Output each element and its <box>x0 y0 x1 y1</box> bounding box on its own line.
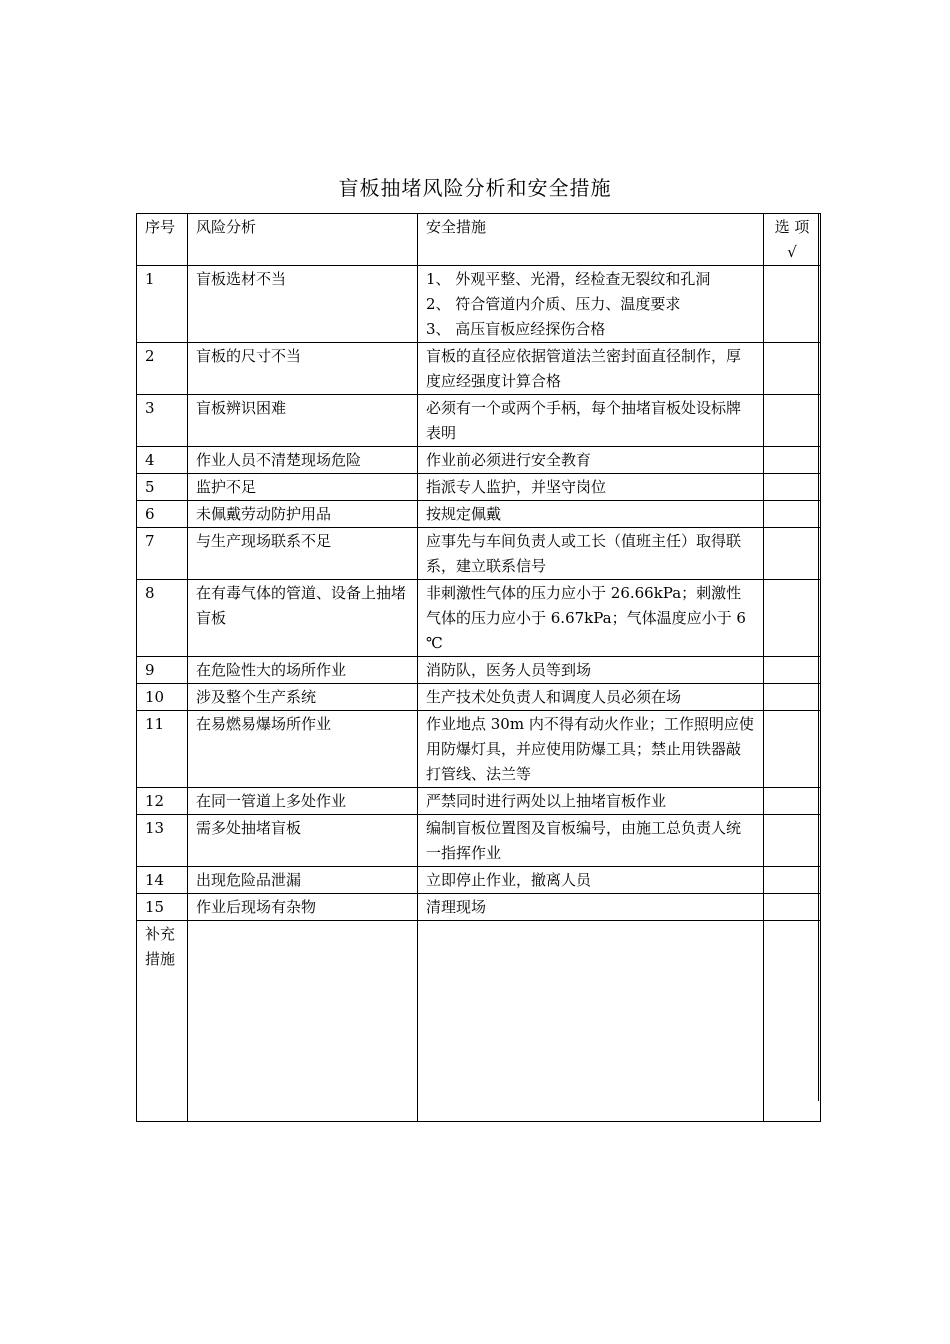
row-risk: 在有毒气体的管道、设备上抽堵盲板 <box>188 580 418 657</box>
row-no: 6 <box>137 501 188 528</box>
row-measure: 清理现场 <box>418 894 764 921</box>
risk-table-body <box>137 214 821 1122</box>
row-measure: 作业地点 30m 内不得有动火作业；工作照明应使用防爆灯具，并应使用防爆工具；禁止用铁器敲打管线、法兰等 <box>418 711 764 788</box>
supplement-measure-cell[interactable] <box>418 921 764 1122</box>
supplement-row <box>137 921 821 1122</box>
row-risk: 盲板的尺寸不当 <box>188 343 418 395</box>
row-no: 4 <box>137 447 188 474</box>
row-risk: 作业后现场有杂物 <box>188 894 418 921</box>
row-risk: 盲板辨识困难 <box>188 395 418 447</box>
table-outer-border <box>818 213 819 1101</box>
row-measure: 生产技术处负责人和调度人员必须在场 <box>418 684 764 711</box>
row-check-cell[interactable] <box>764 788 821 815</box>
table-row <box>137 867 821 894</box>
table-row <box>137 395 821 447</box>
row-no: 5 <box>137 474 188 501</box>
row-check-cell[interactable] <box>764 580 821 657</box>
row-risk: 与生产现场联系不足 <box>188 528 418 580</box>
table-row <box>137 657 821 684</box>
row-measure: 立即停止作业，撤离人员 <box>418 867 764 894</box>
row-risk: 作业人员不清楚现场危险 <box>188 447 418 474</box>
table-row <box>137 528 821 580</box>
row-check-cell[interactable] <box>764 815 821 867</box>
row-risk: 在同一管道上多处作业 <box>188 788 418 815</box>
row-check-cell[interactable] <box>764 501 821 528</box>
table-row <box>137 894 821 921</box>
row-check-cell[interactable] <box>764 266 821 343</box>
table-header-row <box>137 214 821 266</box>
row-no: 3 <box>137 395 188 447</box>
table-row <box>137 474 821 501</box>
row-check-cell[interactable] <box>764 657 821 684</box>
row-no: 8 <box>137 580 188 657</box>
row-measure: 盲板的直径应依据管道法兰密封面直径制作，厚度应经强度计算合格 <box>418 343 764 395</box>
row-check-cell[interactable] <box>764 474 821 501</box>
header-measure: 安全措施 <box>418 214 764 266</box>
table-row <box>137 815 821 867</box>
table-row <box>137 580 821 657</box>
row-risk: 盲板选材不当 <box>188 266 418 343</box>
row-check-cell[interactable] <box>764 711 821 788</box>
row-check-cell[interactable] <box>764 447 821 474</box>
row-risk: 在危险性大的场所作业 <box>188 657 418 684</box>
row-measure: 1、 外观平整、光滑，经检查无裂纹和孔洞 2、 符合管道内介质、压力、温度要求 3、 高压盲板应经探伤合格 <box>418 266 764 343</box>
row-risk: 涉及整个生产系统 <box>188 684 418 711</box>
row-measure: 作业前必须进行安全教育 <box>418 447 764 474</box>
row-no: 10 <box>137 684 188 711</box>
row-no: 14 <box>137 867 188 894</box>
row-no: 12 <box>137 788 188 815</box>
row-no: 1 <box>137 266 188 343</box>
header-check: 选 项 √ <box>764 214 821 266</box>
row-check-cell[interactable] <box>764 528 821 580</box>
row-risk: 未佩戴劳动防护用品 <box>188 501 418 528</box>
row-no: 9 <box>137 657 188 684</box>
row-measure: 严禁同时进行两处以上抽堵盲板作业 <box>418 788 764 815</box>
header-risk: 风险分析 <box>188 214 418 266</box>
header-no: 序号 <box>137 214 188 266</box>
table-row <box>137 447 821 474</box>
row-measure: 指派专人监护，并坚守岗位 <box>418 474 764 501</box>
supplement-label: 补充措施 <box>137 921 188 1122</box>
row-check-cell[interactable] <box>764 343 821 395</box>
table-row <box>137 684 821 711</box>
row-check-cell[interactable] <box>764 894 821 921</box>
row-risk: 监护不足 <box>188 474 418 501</box>
row-no: 11 <box>137 711 188 788</box>
row-measure: 非刺激性气体的压力应小于 26.66kPa；刺激性气体的压力应小于 6.67kPa；气体温度应小于 6 ℃ <box>418 580 764 657</box>
risk-table <box>136 213 821 1122</box>
table-row <box>137 501 821 528</box>
document-title: 盲板抽堵风险分析和安全措施 <box>338 176 612 200</box>
table-row <box>137 788 821 815</box>
row-measure: 必须有一个或两个手柄，每个抽堵盲板处设标牌表明 <box>418 395 764 447</box>
row-no: 7 <box>137 528 188 580</box>
row-no: 13 <box>137 815 188 867</box>
row-risk: 出现危险品泄漏 <box>188 867 418 894</box>
row-measure: 应事先与车间负责人或工长（值班主任）取得联系，建立联系信号 <box>418 528 764 580</box>
row-risk: 在易燃易爆场所作业 <box>188 711 418 788</box>
row-no: 15 <box>137 894 188 921</box>
row-risk: 需多处抽堵盲板 <box>188 815 418 867</box>
supplement-risk-cell[interactable] <box>188 921 418 1122</box>
row-check-cell[interactable] <box>764 395 821 447</box>
supplement-check-cell[interactable] <box>764 921 821 1122</box>
row-measure: 编制盲板位置图及盲板编号，由施工总负责人统一指挥作业 <box>418 815 764 867</box>
table-row <box>137 711 821 788</box>
row-check-cell[interactable] <box>764 684 821 711</box>
table-row <box>137 266 821 343</box>
row-check-cell[interactable] <box>764 867 821 894</box>
row-measure: 按规定佩戴 <box>418 501 764 528</box>
row-measure: 消防队，医务人员等到场 <box>418 657 764 684</box>
table-row <box>137 343 821 395</box>
row-no: 2 <box>137 343 188 395</box>
